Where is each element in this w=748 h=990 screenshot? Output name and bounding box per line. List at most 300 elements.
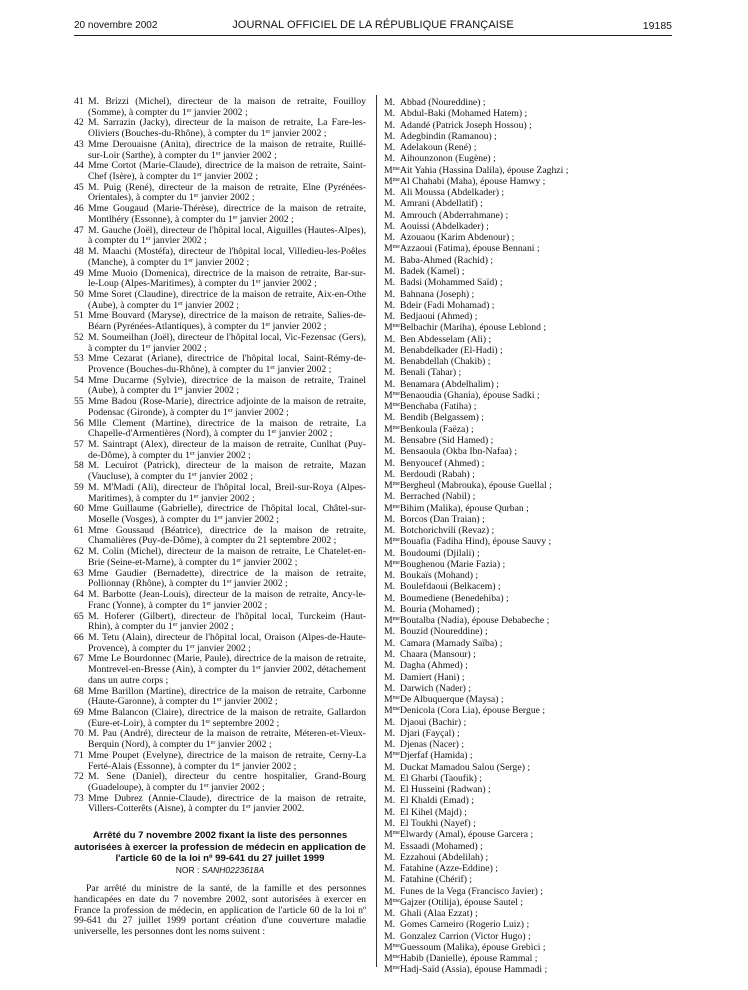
person-name: Hadj-Saïd (Assia), épouse Hammadi ; [400, 964, 548, 976]
name-item [384, 615, 674, 626]
person-name: Ali Moussa (Abdelkader) ; [400, 187, 505, 199]
honorific: M. [384, 333, 396, 345]
item-text: M. Hoferer (Gilbert), directeur de l'hôpital local, Turckeim (Haut-Rhin), à compter du 1er janvier 2002 ; [88, 610, 366, 633]
item-text: M. Pau (André), directeur de la maison de retraite, Méteren-et-Vieux-Berquin (Nord), à compter du 1er janvier 2002 ; [88, 728, 366, 751]
name-item [384, 773, 674, 784]
person-name: Azouaou (Karim Abdenour) ; [400, 232, 515, 244]
numbered-list [74, 97, 366, 815]
name-item [384, 570, 674, 581]
name-item [384, 221, 674, 232]
name-item [384, 931, 674, 942]
item-number: 57 [74, 439, 84, 450]
person-name: Ait Yahia (Hassina Dalila), épouse Zaghzi ; [400, 164, 569, 176]
item-text: Mlle Clement (Martine), directrice de la maison de retraite, La Chapelle-d'Armentières (Nord), à compter du 1er janvier 2002 ; [88, 417, 366, 440]
person-name: Habib (Danielle), épouse Rammal ; [400, 953, 538, 965]
person-name: Berrached (Nabil) ; [400, 491, 476, 503]
name-item [384, 683, 674, 694]
honorific: M. [384, 153, 396, 165]
name-item [384, 852, 674, 863]
name-item [384, 649, 674, 660]
name-item [384, 243, 674, 254]
person-name: El Khaldi (Emad) ; [400, 795, 474, 807]
person-name: Benaoudia (Ghania), épouse Sadki ; [400, 389, 540, 401]
list-item [74, 140, 366, 161]
name-item [384, 255, 674, 266]
name-item [384, 379, 674, 390]
name-item [384, 694, 674, 705]
person-name: El Kihel (Majd) ; [400, 806, 467, 818]
name-item [384, 198, 674, 209]
item-text: Mme Balancon (Claire), directrice de la maison de retraite, Gallardon (Eure-et-Loir), à compter du 1er septembre 2002 ; [88, 706, 366, 729]
person-name: Aouissi (Abdelkader) ; [400, 220, 489, 232]
name-item [384, 874, 674, 885]
person-name: Bendib (Belgassem) ; [400, 412, 484, 424]
list-item [74, 290, 366, 311]
item-number: 41 [74, 96, 84, 107]
person-name: Boudoumi (Djilali) ; [400, 547, 480, 559]
person-name: Bouafia (Fadiha Hind), épouse Sauvy ; [400, 536, 552, 548]
name-item [384, 604, 674, 615]
honorific: M. [384, 660, 396, 672]
name-item [384, 277, 674, 288]
name-item [384, 942, 674, 953]
honorific: M. [384, 863, 396, 875]
person-name: Benkoula (Faëza) ; [400, 423, 474, 435]
honorific: M. [384, 232, 396, 244]
item-number: 70 [74, 728, 84, 740]
list-item [74, 161, 366, 182]
list-item [74, 440, 366, 461]
person-name: Bouzid (Noureddine) ; [400, 626, 488, 638]
person-name: Amrani (Abdellatif) ; [400, 198, 483, 210]
honorific: M. [384, 592, 396, 604]
item-text: M. Maachi (Mostéfa), directeur de l'hôpital local, Villedieu-les-Poêles (Manche), à compter du 1er janvier 2002 ; [88, 246, 366, 268]
honorific: M. [384, 570, 396, 582]
honorific: $M^{me}$ [384, 502, 400, 514]
person-name: Duckat Mamadou Salou (Serge) ; [400, 761, 531, 773]
honorific: M. [384, 761, 396, 773]
person-name: Bensabre (Sid Hamed) ; [400, 434, 494, 446]
nor-code: SANH0223618A [201, 865, 265, 876]
honorific: $M^{me}$ [384, 896, 400, 908]
list-item [74, 708, 366, 729]
item-number: 50 [74, 288, 84, 300]
honorific: M. [384, 840, 396, 852]
name-item [384, 187, 674, 198]
list-item [74, 376, 366, 397]
honorific: $M^{me}$ [384, 558, 400, 570]
item-number: 68 [74, 685, 84, 697]
person-name: Bergheul (Mabrouka), épouse Guellal ; [400, 480, 552, 492]
item-text: Mme Poupet (Evelyne), directrice de la maison de retraite, Cerny-La Ferté-Alais (Essonne), à compter du 1er janvier 2002 ; [88, 749, 366, 772]
name-item [384, 480, 674, 491]
item-number: 73 [74, 792, 84, 804]
name-item [384, 131, 674, 142]
name-item [384, 491, 674, 502]
list-item [74, 794, 366, 815]
name-item [384, 953, 674, 964]
item-number: 55 [74, 396, 84, 408]
item-text: Mme Gougaud (Marie-Thérèse), directrice de la maison de retraite, Montlhéry (Essonne), à compter du 1er janvier 2002 ; [88, 203, 366, 225]
item-text: M. Barbotte (Jean-Louis), directeur de la maison de retraite, Ancy-le-Franc (Yonne), à compter du 1er janvier 2002 ; [88, 589, 366, 611]
person-name: Djerfaf (Hamida) ; [400, 750, 473, 762]
honorific: M. [384, 581, 396, 593]
item-text: Mme Muoio (Domenica), directrice de la maison de retraite, Bar-sur-le-Loup (Alpes-Maritimes), à compter du 1er janvier 2002 ; [88, 267, 366, 290]
item-text: Mme Guillaume (Gabrielle), directrice de l'hôpital local, Châtel-sur-Moselle (Vosges), à compter du 1er janvier 2002 ; [88, 503, 366, 526]
list-item [74, 204, 366, 225]
honorific: $M^{me}$ [384, 750, 400, 762]
arrete-title: Arrêté du 7 novembre 2002 fixant la liste des personnes autorisées à exercer la profession de médecin en application de l'article 60 de la loi nº 99-641 du 27 juillet 1999 [74, 830, 366, 864]
name-item [384, 919, 674, 930]
person-name: Adegbindin (Ramanou) ; [400, 130, 497, 142]
person-name: Aihounzonon (Eugène) ; [400, 153, 496, 165]
name-item [384, 717, 674, 728]
honorific: M. [384, 547, 396, 559]
person-name: Benchaba (Fatiha) ; [400, 401, 477, 413]
name-item [384, 750, 674, 761]
honorific: M. [384, 344, 396, 356]
item-number: 48 [74, 246, 84, 258]
person-name: Berdoudi (Rabah) ; [400, 468, 475, 480]
honorific: M. [384, 446, 396, 458]
person-name: Gonzalez Carrion (Victor Hugo) ; [400, 930, 531, 942]
person-name: Bouria (Mohamed) ; [400, 603, 480, 615]
name-item [384, 908, 674, 919]
honorific: M. [384, 378, 396, 390]
person-name: Benyoucef (Ahmed) ; [400, 457, 485, 469]
name-item [384, 626, 674, 637]
list-item [74, 504, 366, 525]
honorific: M. [384, 525, 396, 537]
page-number: 19185 [642, 20, 672, 32]
person-name: Djaoui (Bachir) ; [400, 716, 467, 728]
honorific: $M^{me}$ [384, 401, 400, 413]
item-text: Mme Le Bourdonnec (Marie, Paule), directrice de la maison de retraite, Montrevel-en-Bresse (Ain), à compter du 1er janvier 2002, détachement dans un autre corps ; [88, 653, 366, 686]
name-item [384, 322, 674, 333]
item-text: M. Gauche (Joël), directeur de l'hôpital local, Aiguilles (Hautes-Alpes), à compter du 1er janvier 2002 ; [88, 224, 366, 247]
person-name: Darwich (Nader) ; [400, 682, 472, 694]
honorific: $M^{me}$ [384, 615, 400, 627]
person-name: Benali (Tahar) ; [400, 367, 462, 379]
person-name: Camara (Mamady Saïba) ; [400, 637, 503, 649]
name-item [384, 762, 674, 773]
honorific: M. [384, 513, 396, 525]
nor-label: NOR : [175, 865, 200, 876]
page-header [74, 20, 672, 34]
list-item [74, 97, 366, 118]
name-item [384, 142, 674, 153]
item-number: 69 [74, 706, 84, 718]
honorific: M. [384, 198, 396, 210]
name-item [384, 672, 674, 683]
name-item [384, 536, 674, 547]
name-item [384, 356, 674, 367]
item-number: 65 [74, 610, 84, 622]
item-number: 54 [74, 374, 84, 386]
honorific: M. [384, 851, 396, 863]
honorific: M. [384, 930, 396, 942]
person-name: Djari (Fayçal) ; [400, 727, 460, 739]
name-item [384, 897, 674, 908]
honorific: $M^{me}$ [384, 694, 400, 706]
name-item [384, 841, 674, 852]
honorific: M. [384, 818, 396, 829]
name-item [384, 435, 674, 446]
person-name: Funes de la Vega (Francisco Javier) ; [400, 885, 543, 897]
list-item [74, 183, 366, 204]
honorific: M. [384, 806, 396, 818]
item-number: 47 [74, 224, 84, 236]
honorific: $M^{me}$ [384, 829, 400, 841]
honorific: M. [384, 311, 396, 323]
item-text: M. Colin (Michel), directeur de la maison de retraite, Le Chatelet-en-Brie (Seine-et-Marne), à compter du 1er janvier 2002 ; [88, 546, 366, 568]
person-name: Gajzer (Otilija), épouse Sautel ; [400, 896, 523, 908]
item-text: Mme Goussaud (Béatrice), directrice de la maison de retraite, Chamalières (Puy-de-Dôme), à compter du 21 septembre 2002 ; [88, 524, 366, 547]
person-name: Baba-Ahmed (Rachid) ; [400, 254, 494, 266]
item-text: M. Brizzi (Michel), directeur de la maison de retraite, Fouilloy (Somme), à compter du 1er janvier 2002 ; [88, 96, 366, 118]
item-text: Mme Badou (Rose-Marie), directrice adjointe de la maison de retraite, Podensac (Gironde), à compter du 1er janvier 2002 ; [88, 396, 366, 418]
person-name: Dagha (Ahmed) ; [400, 660, 468, 672]
honorific: M. [384, 142, 396, 154]
list-item [74, 269, 366, 290]
person-name: Djenas (Nacer) ; [400, 739, 465, 751]
item-text: M. Sarrazin (Jacky), directeur de la maison de retraite, La Fare-les-Oliviers (Bouches-du-Rhône), à compter du 1er janvier 2002 ; [88, 117, 366, 140]
honorific: M. [384, 727, 396, 739]
list-item [74, 569, 366, 590]
person-name: Boughenou (Marie Fazia) ; [400, 558, 506, 570]
person-name: Belbachir (Mariha), épouse Leblond ; [400, 322, 547, 334]
list-item [74, 247, 366, 268]
name-item [384, 367, 674, 378]
person-name: Boulefdaoui (Belkacem) ; [400, 581, 501, 593]
person-name: Borcos (Dan Traian) ; [400, 513, 485, 525]
name-item [384, 108, 674, 119]
name-item [384, 232, 674, 243]
honorific: M. [384, 457, 396, 469]
item-number: 71 [74, 749, 84, 761]
honorific: M. [384, 187, 396, 199]
item-text: M. Sene (Daniel), directeur du centre hospitalier, Grand-Bourg (Guadeloupe), à compter du 1er janvier 2002 ; [88, 771, 366, 793]
honorific: $M^{me}$ [384, 705, 400, 717]
person-name: Benamara (Abdelhalim) ; [400, 378, 499, 390]
person-name: Botchorichvili (Revaz) ; [400, 525, 495, 537]
item-text: M. Tetu (Alain), directeur de l'hôpital local, Oraison (Alpes-de-Haute-Provence), à compter du 1er janvier 2002 ; [88, 631, 366, 654]
honorific: M. [384, 119, 396, 131]
list-item [74, 311, 366, 332]
honorific: M. [384, 491, 396, 503]
person-name: El Husseini (Radwan) ; [400, 784, 491, 796]
item-number: 42 [74, 117, 84, 129]
journal-title: JOURNAL OFFICIEL DE LA RÉPUBLIQUE FRANÇAISE [232, 19, 514, 31]
honorific: $M^{me}$ [384, 964, 400, 976]
person-name: Fatahine (Azze-Eddine) ; [400, 863, 498, 875]
honorific: M. [384, 671, 396, 683]
list-item [74, 419, 366, 440]
item-text: Mme Derouaisne (Anita), directrice de la maison de retraite, Ruillé-sur-Loir (Sarthe), à compter du 1er janvier 2002 ; [88, 138, 366, 161]
name-item [384, 548, 674, 559]
honorific: $M^{me}$ [384, 423, 400, 435]
list-item [74, 333, 366, 354]
list-item [74, 526, 366, 547]
honorific: M. [384, 885, 396, 897]
list-item [74, 461, 366, 482]
person-name: Chaara (Mansour) ; [400, 649, 476, 661]
honorific: M. [384, 288, 396, 300]
item-text: Mme Cezarat (Ariane), directrice de l'hôpital local, Saint-Rémy-de-Provence (Bouches-du-Rhône), à compter du 1er janvier 2002 ; [88, 353, 366, 375]
list-item [74, 397, 366, 418]
name-item [384, 289, 674, 300]
list-item [74, 612, 366, 633]
honorific: M. [384, 265, 396, 277]
honorific: M. [384, 299, 396, 311]
header-date: 20 novembre 2002 [74, 20, 158, 31]
honorific: M. [384, 209, 396, 221]
name-item [384, 334, 674, 345]
item-number: 52 [74, 331, 84, 343]
name-item [384, 176, 674, 187]
item-number: 53 [74, 353, 84, 365]
honorific: $M^{me}$ [384, 243, 400, 255]
person-name: Gomes Carneiro (Rogerio Luiz) ; [400, 919, 530, 931]
item-text: M. Soumeilhan (Joël), directeur de l'hôpital local, Vic-Fezensac (Gers), à compter du 1er janvier 2002 ; [88, 331, 366, 354]
list-item [74, 547, 366, 568]
name-item [384, 525, 674, 536]
name-item [384, 784, 674, 795]
name-item [384, 795, 674, 806]
item-text: Mme Bouvard (Maryse), directrice de la maison de retraite, Salies-de-Béarn (Pyrénées-Atlantiques), à compter du 1er janvier 2002 ; [88, 310, 366, 333]
name-item [384, 412, 674, 423]
name-item [384, 660, 674, 671]
item-number: 44 [74, 160, 84, 172]
list-item [74, 751, 366, 772]
honorific: M. [384, 874, 396, 886]
item-number: 58 [74, 460, 84, 472]
person-name: Damiert (Hani) ; [400, 671, 465, 683]
name-item [384, 120, 674, 131]
name-item [384, 446, 674, 457]
name-item [384, 97, 674, 108]
list-item [74, 483, 366, 504]
arrete-intro: Par arrêté du ministre de la santé, de la famille et des personnes handicapées en date du 7 novembre 2002, sont autorisées à exercer en France la profession de médecin, en application de l'article 60 de la loi nº 99-641 du 27 juillet 1999 portant création d'une couverture maladie universelle, les personnes dont les noms suivent : [74, 883, 366, 937]
name-item [384, 638, 674, 649]
list-item [74, 729, 366, 750]
person-name: Bahnana (Joseph) ; [400, 288, 475, 300]
name-item [384, 863, 674, 874]
item-number: 56 [74, 417, 84, 429]
honorific: M. [384, 772, 396, 784]
honorific: M. [384, 130, 396, 142]
header-rule [74, 35, 672, 36]
item-number: 61 [74, 524, 84, 536]
name-item [384, 581, 674, 592]
arrete-section [74, 830, 366, 938]
person-name: Ezzahoui (Abdelilah) ; [400, 851, 489, 863]
person-name: Adandé (Patrick Joseph Hossou) ; [400, 119, 532, 131]
item-number: 49 [74, 267, 84, 279]
honorific: M. [384, 739, 396, 751]
person-name: Adelakoun (René) ; [400, 142, 477, 154]
list-item [74, 590, 366, 611]
honorific: M. [384, 919, 396, 931]
name-item [384, 886, 674, 897]
person-name: Fatahine (Chérif) ; [400, 874, 473, 886]
nor-reference [74, 865, 366, 876]
name-item [384, 514, 674, 525]
item-number: 60 [74, 503, 84, 515]
honorific: M. [384, 908, 396, 920]
person-name: Al Chahabi (Maha), épouse Hamwy ; [400, 175, 546, 187]
honorific: M. [384, 367, 396, 379]
list-item [74, 118, 366, 139]
item-number: 66 [74, 631, 84, 643]
item-text: M. M'Madi (Ali), directeur de l'hôpital local, Breil-sur-Roya (Alpes-Maritimes), à compter du 1er janvier 2002 ; [88, 481, 366, 504]
honorific: M. [384, 784, 396, 796]
person-name: Badek (Kamel) ; [400, 265, 465, 277]
person-name: Benabdelkader (El-Hadi) ; [400, 344, 503, 356]
honorific: M. [384, 412, 396, 424]
honorific: M. [384, 254, 396, 266]
honorific: M. [384, 434, 396, 446]
honorific: M. [384, 603, 396, 615]
honorific: $M^{me}$ [384, 536, 400, 548]
honorific: M. [384, 637, 396, 649]
honorific: $M^{me}$ [384, 389, 400, 401]
item-text: Mme Soret (Claudine), directrice de la maison de retraite, Aix-en-Othe (Aube), à compter du 1er janvier 2002 ; [88, 288, 366, 311]
honorific: M. [384, 626, 396, 638]
honorific: M. [384, 108, 396, 120]
name-item [384, 818, 674, 829]
person-name: Azzaoui (Fatima), épouse Bennani ; [400, 243, 540, 255]
honorific: M. [384, 97, 396, 108]
item-text: Mme Gaudier (Bernadette), directrice de la maison de retraite, Pollionnay (Rhône), à compter du 1er janvier 2002 ; [88, 567, 366, 590]
name-item [384, 559, 674, 570]
item-number: 64 [74, 589, 84, 601]
person-name: Ghali (Alaa Ezzat) ; [400, 908, 478, 920]
person-name: Benabdellah (Chakib) ; [400, 356, 491, 368]
honorific: $M^{me}$ [384, 953, 400, 965]
name-item [384, 390, 674, 401]
name-item [384, 165, 674, 176]
item-text: M. Puig (René), directeur de la maison de retraite, Elne (Pyrénées-Orientales), à compter du 1er janvier 2002 ; [88, 181, 366, 204]
list-item [74, 354, 366, 375]
person-name: Bedjaoui (Ahmed) ; [400, 311, 478, 323]
name-item [384, 424, 674, 435]
name-item [384, 503, 674, 514]
name-item [384, 705, 674, 716]
list-item [74, 772, 366, 793]
name-item [384, 401, 674, 412]
name-item [384, 469, 674, 480]
item-text: Mme Dubrez (Annie-Claude), directrice de la maison de retraite, Villers-Cotterêts (Aisne), à compter du 1er janvier 2002. [88, 792, 366, 815]
item-number: 72 [74, 771, 84, 783]
item-number: 45 [74, 181, 84, 193]
name-item [384, 807, 674, 818]
item-number: 59 [74, 481, 84, 493]
name-item [384, 345, 674, 356]
item-number: 51 [74, 310, 84, 322]
honorific: M. [384, 795, 396, 807]
item-text: Mme Barillon (Martine), directrice de la maison de retraite, Carbonne (Haute-Garonne), à compter du 1er janvier 2002 ; [88, 685, 366, 708]
honorific: M. [384, 220, 396, 232]
honorific: M. [384, 682, 396, 694]
honorific: M. [384, 649, 396, 661]
list-item [74, 654, 366, 686]
item-text: Mme Ducarme (Sylvie), directrice de la maison de retraite, Trainel (Aube), à compter du 1er janvier 2002 ; [88, 374, 366, 397]
person-name: Bdeir (Fadi Mohamad) ; [400, 299, 495, 311]
name-item [384, 153, 674, 164]
item-number: 43 [74, 138, 84, 150]
name-item [384, 458, 674, 469]
